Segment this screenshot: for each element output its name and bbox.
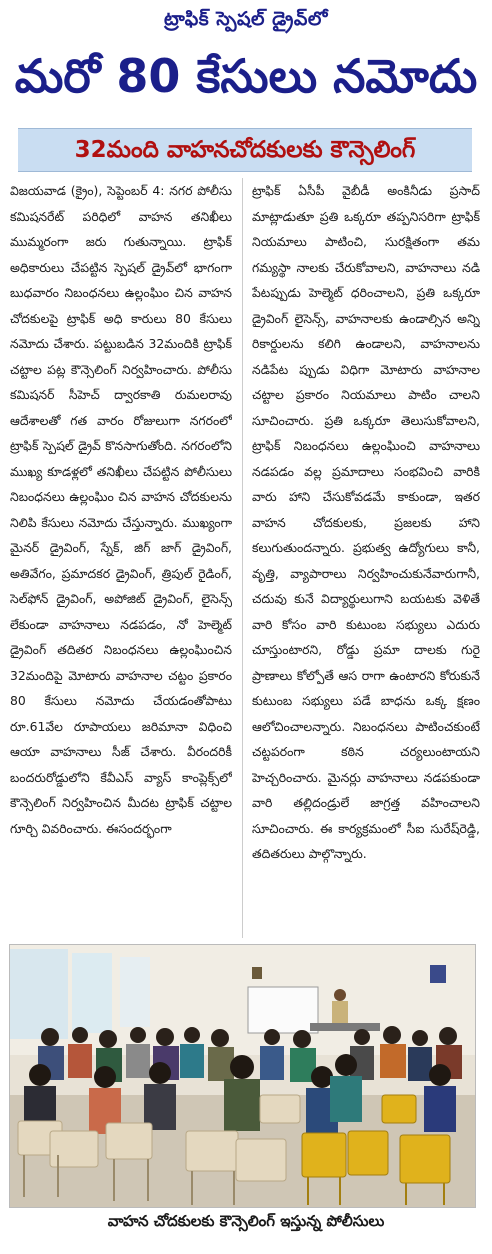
article-headline: మరో 80 కేసులు నమోదు xyxy=(14,49,478,103)
photo-caption: వాహన చోదకులకు కౌన్సెలింగ్ ఇస్తున్న పోలీసులు xyxy=(107,1212,385,1230)
article-kicker: ట్రాఫిక్ స్పెషల్ డ్రైవ్‌లో xyxy=(164,8,328,30)
article-body-right-column: ట్రాఫిక్ ఏసీపీ వైబీడీ అంకినీడు ప్రసాద్ మాట్లాడుతూ ప్రతి ఒక్కరూ తప్పనిసరిగా ట్రాఫిక్ నియమాలు పాటించి, సురక్షితంగా తమ గమ్యస్థా నాలకు చేరుకోవాలని, వాహనాలు నడి పేటప్పుడు హెల్మెట్ ధరించాలని, ప్రతి ఒక్కరూ డ్రైవింగ్ లైసెన్స్, వాహనాలకు ఉండాల్సిన అన్ని రికార్డులను కలిగి ఉండాలని, వాహనాలను నడిపేట ప్పుడు విధిగా మోటారు వాహనాల చట్టాల ప్రకారం నియమాలు పాటిం చాలని సూచించారు. ప్రతి ఒక్కరూ తెలుసుకోవాలని, ట్రాఫిక్ నిబంధనలు ఉల్లంఘించి వాహనాలు నడపడం వల్ల ప్రమాదాలు సంభవించి వారికి వారు హాని చేసుకోవడమే కాకుండా, ఇతర వాహన చోదకులకు, ప్రజలకు హాని కలుగుతుందన్నారు. ప్రభుత్వ ఉద్యోగులు కానీ, వృత్తి, వ్యాపారాలు నిర్వహించుకునేవారుగానీ, చదువు కునే విద్యార్థులుగాని బయటకు వెళితే వారి కోసం వారి కుటుంబ సభ్యులు ఎదురు చూస్తుంటారని, రోడ్డు ప్రమా దాలకు గురై ప్రాణాలు కోల్పోతే ఆస రాగా ఉంటారని కోరుకునే కుటుంబ సభ్యులు పడే బాధను ఒక్క క్షణం ఆలోచించాలన్నారు. నిబంధనలు పాటించకుంటే చట్టపరంగా కఠిన చర్యలుంటాయని హెచ్చరించారు. మైనర్లు వాహనాలు నడపకుండా వారి తల్లిదండ్రులే జాగ్రత్త వహించాలని సూచించారు. ఈ కార్యక్రమంలో సీఐ సురేష్‌రెడ్డి, తదితరులు పాల్గొన్నారు. xyxy=(252,183,480,861)
article-body-left-column: విజయవాడ (క్రైం), సెప్టెంబర్ 4: నగర పోలీసు కమిషనరేట్ పరిధిలో వాహన తనిఖీలు ముమ్మరంగా జరు గుతున్నాయి. ట్రాఫిక్ అధికారులు చేపట్టిన స్పెషల్ డ్రైవ్‌లో భాగంగా బుధవారం నిబంధనలు ఉల్లంఘిం చిన వాహన చోదకులపై ట్రాఫిక్ అధి కారులు 80 కేసులు నమోదు చేశారు. పట్టుబడిన 32మందికి ట్రాఫిక్ చట్టాల పట్ల కౌన్సెలింగ్ నిర్వహించారు. పోలీసు కమిషనర్ సీహెచ్ ద్వారకాతి రుమలరావు ఆదేశాలతో గత వారం రోజులుగా నగరంలో ట్రాఫిక్ స్పెషల్ డ్రైవ్ కొనసాగుతోంది. నగరంలోని ముఖ్య కూడళ్లలో తనిఖీలు చేపట్టిన పోలీసులు నిబంధనలు ఉల్లంఘిం చిన వాహన చోదకులను నిలిపి కేసులు నమోదు చేస్తున్నారు. ముఖ్యంగా మైనర్ డ్రైవింగ్, స్నేక్, జిగ్ జాగ్ డ్రైవింగ్, అతివేగం, ప్రమాదకర డ్రైవింగ్, త్రిపుల్ రైడింగ్, సెల్‌ఫోన్ డ్రైవింగ్, అపోజిట్ డ్రైవింగ్, లైసెన్స్ లేకుండా వాహనాలు నడపడం, నో హెల్మెట్ డ్రైవింగ్ తదితర నిబంధనలు ఉల్లంఘించిన 32మందిపై మోటారు వాహనాల చట్టం ప్రకారం 80 కేసులు నమోదు చేయడంతోపాటు రూ.61వేల రూపాయలు జరిమానా విధించి ఆయా వాహనాలు సీజ్ చేశారు. వీరందరికీ బందరురోడ్డులోని కేవీఎస్ వ్యాస్ కాంప్లెక్స్‌లో కౌన్సెలింగ్ నిర్వహించిన మీదట ట్రాఫిక్ చట్టాల గూర్చి వివరించారు. ఈసందర్భంగా xyxy=(10,183,232,836)
article-subheadline: 32మంది వాహనచోదకులకు కౌన్సెలింగ్ xyxy=(18,128,472,172)
column-divider xyxy=(242,178,243,938)
counseling-photo xyxy=(9,944,476,1208)
